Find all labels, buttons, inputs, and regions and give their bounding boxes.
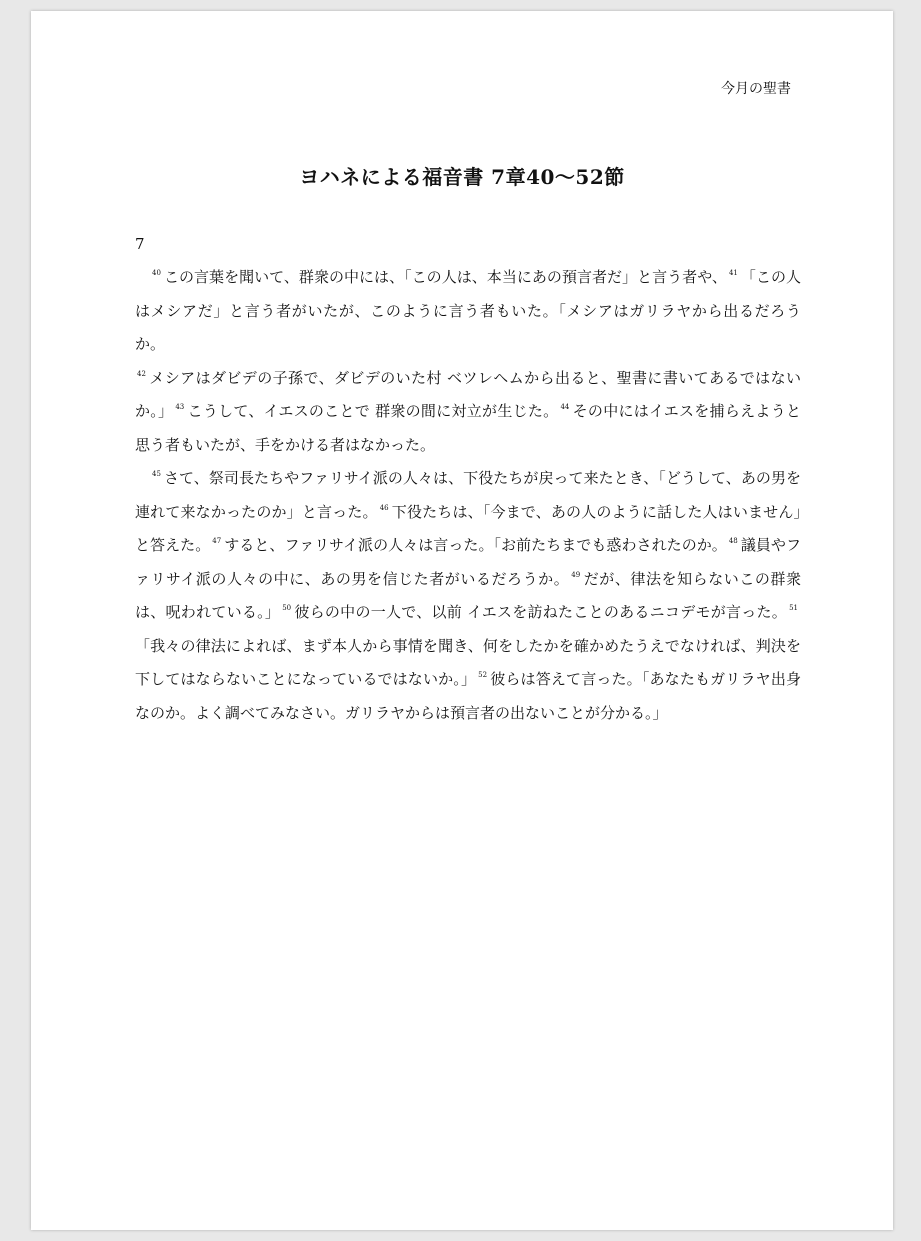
- verse-number: 44: [560, 403, 570, 411]
- verse-number: 40: [152, 269, 161, 277]
- verse-text: 彼らの中の一人で、以前 イエスを訪ねたことのあるニコデモが言った。: [294, 603, 788, 621]
- document-page: [31, 11, 893, 1230]
- verse-text: 「我々の律法によれば、まず本人から事情を聞き、何をしたかを確かめたうえでなければ、判決を下してはならないことになっているではないか。」: [135, 636, 801, 688]
- verse-text: その中にはイエスを捕らえようと思う者もいたが、手をかける者はなかった。: [135, 402, 801, 454]
- verse-number: 49: [571, 570, 581, 579]
- header-label: 今月の聖書: [721, 81, 791, 97]
- verse-text: 議員やファリサイ派の人々の中に、あの男を信じた者がいるだろうか。: [135, 536, 801, 588]
- verse-number: 41: [728, 269, 738, 277]
- page-title: ヨハネによる福音書 7章40〜52節: [299, 165, 625, 189]
- verse-text: 下役たちは、「今まで、あの人のように話した人はいません」と答えた。: [135, 502, 801, 554]
- verse-number: 50: [282, 604, 292, 612]
- paragraph-2: [135, 462, 801, 730]
- verse-text: この言葉を聞いて、群衆の中には、「この人は、本当にあの預言者だ」と言う者や、: [163, 268, 727, 286]
- verse-text: こうして、イエスのことで 群衆の間に対立が生じた。: [187, 402, 559, 420]
- scripture-body: [135, 261, 801, 730]
- verse-number: 51: [789, 604, 798, 612]
- verse-number: 42: [137, 369, 146, 378]
- chapter-number: 7: [135, 235, 145, 253]
- verse-text: 「この人はメシアだ」と言う者がいたが、このように言う者もいた。「メシアはガリラヤから出るだろうか。: [135, 268, 801, 353]
- verse-number: 43: [175, 403, 185, 411]
- verse-text: だが、律法を知らないこの群衆は、呪われている。」: [135, 569, 801, 621]
- paragraph-1: [135, 261, 801, 462]
- verse-text: すると、ファリサイ派の人々は言った。「お前たちまでも惑わされたのか。: [224, 536, 727, 554]
- verse-number: 52: [478, 671, 488, 679]
- verse-number: 46: [379, 503, 389, 512]
- verse-text: 彼らは答えて言った。「あなたもガリラヤ出身なのか。よく調べてみなさい。ガリラヤからは預言者の出ないことが分かる。」: [135, 670, 801, 722]
- verse-text: メシアはダビデの子孫で、ダビデのいた村 ベツレヘムから出ると、聖書に書いてあるではないか。」: [135, 368, 801, 420]
- verse-number: 47: [212, 537, 222, 545]
- verse-text: さて、祭司長たちやファリサイ派の人々は、下役たちが戻って来たとき、「どうして、あの男を連れて来なかったのか」と言った。: [135, 469, 801, 521]
- verse-number: 45: [152, 470, 161, 478]
- verse-number: 48: [728, 537, 738, 545]
